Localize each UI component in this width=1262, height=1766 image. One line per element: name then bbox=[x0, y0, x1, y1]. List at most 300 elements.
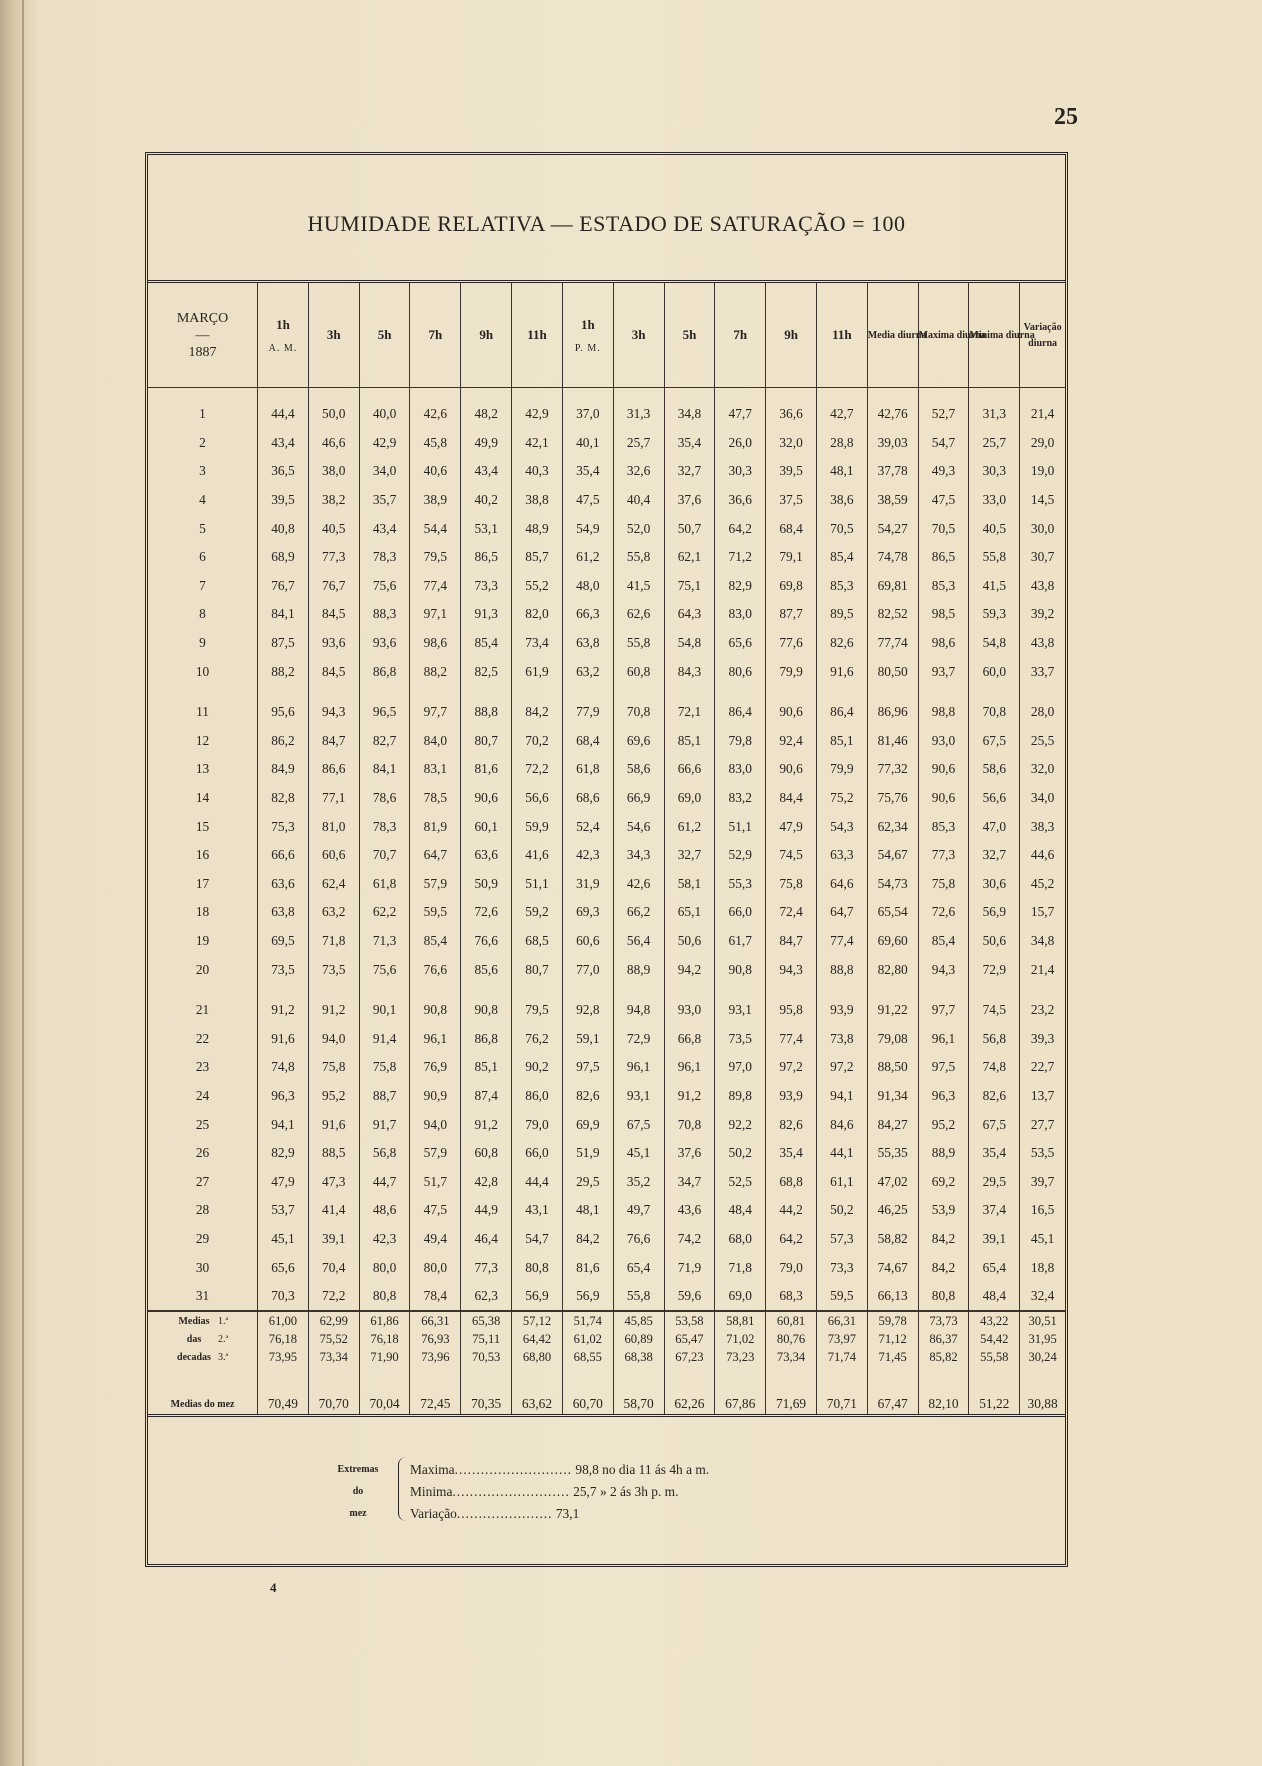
table-cell: 67,5 bbox=[969, 1110, 1020, 1139]
table-row bbox=[148, 755, 1065, 784]
table-cell: 97,0 bbox=[715, 1053, 766, 1082]
table-cell: 48,1 bbox=[562, 1196, 613, 1225]
table-cell: 57,3 bbox=[816, 1225, 867, 1254]
table-cell: 63,2 bbox=[308, 898, 359, 927]
table-cell: 85,7 bbox=[512, 543, 563, 572]
table-cell: 27 bbox=[195, 1173, 210, 1189]
table-cell: 97,7 bbox=[410, 698, 461, 727]
table-cell: 31 bbox=[195, 1288, 210, 1304]
table-cell: 51,1 bbox=[715, 812, 766, 841]
hour-header bbox=[613, 283, 664, 388]
table-cell: 40,0 bbox=[359, 400, 410, 429]
table-cell: 60,8 bbox=[461, 1139, 512, 1168]
table-cell: 63,62 bbox=[512, 1394, 563, 1416]
decade-mean-row bbox=[148, 1348, 1065, 1366]
stat-label: Media diurna bbox=[867, 330, 927, 341]
table-cell: 95,6 bbox=[258, 698, 309, 727]
table-cell: 58,1 bbox=[664, 870, 715, 899]
table-cell: 42,7 bbox=[816, 400, 867, 429]
table-cell: 74,67 bbox=[867, 1253, 918, 1282]
table-cell: 91,2 bbox=[664, 1082, 715, 1111]
table-cell: 98,5 bbox=[918, 600, 969, 629]
table-cell: 73,5 bbox=[258, 955, 309, 984]
table-cell: 69,3 bbox=[562, 898, 613, 927]
table-cell: 80,7 bbox=[512, 955, 563, 984]
table-cell: 69,9 bbox=[562, 1110, 613, 1139]
table-cell: 76,6 bbox=[410, 955, 461, 984]
table-cell: 47,5 bbox=[410, 1196, 461, 1225]
table-cell: 94,0 bbox=[308, 1024, 359, 1053]
table-cell: 70,2 bbox=[512, 727, 563, 756]
table-row bbox=[148, 572, 1065, 601]
table-cell: 50,9 bbox=[461, 870, 512, 899]
table-cell: 30,6 bbox=[969, 870, 1020, 899]
table-cell: 72,6 bbox=[461, 898, 512, 927]
table-cell: 44,7 bbox=[359, 1167, 410, 1196]
table-cell: 51,22 bbox=[969, 1394, 1020, 1416]
table-cell: 57,12 bbox=[512, 1311, 563, 1330]
table-cell: 64,3 bbox=[664, 600, 715, 629]
table-cell: 35,4 bbox=[766, 1139, 817, 1168]
table-cell: 71,02 bbox=[715, 1330, 766, 1348]
table-cell: 66,31 bbox=[410, 1311, 461, 1330]
table-cell: 54,73 bbox=[867, 870, 918, 899]
empty-cell bbox=[512, 388, 563, 401]
table-cell: 82,6 bbox=[562, 1082, 613, 1111]
am-label: A. M. bbox=[268, 342, 298, 354]
table-cell: 80,6 bbox=[715, 657, 766, 686]
table-cell: 44,9 bbox=[461, 1196, 512, 1225]
table-cell: 74,5 bbox=[969, 996, 1020, 1025]
table-cell: 70,7 bbox=[359, 841, 410, 870]
table-cell: 59,5 bbox=[816, 1282, 867, 1312]
table-cell: 84,2 bbox=[512, 698, 563, 727]
table-cell: 81,0 bbox=[308, 812, 359, 841]
table-cell: 95,2 bbox=[308, 1082, 359, 1111]
empty-cell bbox=[258, 1366, 309, 1394]
table-cell: 56,8 bbox=[359, 1139, 410, 1168]
table-cell: 72,2 bbox=[512, 755, 563, 784]
table-row bbox=[148, 657, 1065, 686]
table-cell: 71,2 bbox=[715, 543, 766, 572]
table-cell: 79,9 bbox=[816, 755, 867, 784]
table-cell: 9 bbox=[199, 635, 206, 651]
table-cell: 31,9 bbox=[562, 870, 613, 899]
table-cell: 38,9 bbox=[410, 486, 461, 515]
table-cell: 91,6 bbox=[258, 1024, 309, 1053]
empty-cell bbox=[715, 686, 766, 698]
empty-cell bbox=[148, 388, 258, 401]
table-cell: 74,78 bbox=[867, 543, 918, 572]
table-cell: 57,9 bbox=[410, 1139, 461, 1168]
table-cell: 80,8 bbox=[359, 1282, 410, 1312]
table-cell: 22,7 bbox=[1020, 1053, 1065, 1082]
empty-cell bbox=[1020, 1366, 1065, 1394]
table-cell: 67,47 bbox=[867, 1394, 918, 1416]
table-cell: 68,0 bbox=[715, 1225, 766, 1254]
table-cell: 79,5 bbox=[512, 996, 563, 1025]
table-cell: 88,8 bbox=[816, 955, 867, 984]
empty-cell bbox=[148, 1366, 258, 1394]
table-cell: 56,9 bbox=[512, 1282, 563, 1312]
table-cell: 66,13 bbox=[867, 1282, 918, 1312]
table-cell: 65,4 bbox=[613, 1253, 664, 1282]
table-cell: 72,6 bbox=[918, 898, 969, 927]
table-cell: 79,0 bbox=[512, 1110, 563, 1139]
table-cell: 65,4 bbox=[969, 1253, 1020, 1282]
table-cell: 2 bbox=[199, 434, 206, 450]
hour-header bbox=[664, 283, 715, 388]
table-cell: 84,5 bbox=[308, 657, 359, 686]
table-cell: 62,99 bbox=[308, 1311, 359, 1330]
table-cell: 59,2 bbox=[512, 898, 563, 927]
extremes-lines bbox=[410, 1459, 709, 1525]
decade-ordinal: 3.ª bbox=[218, 1351, 229, 1363]
table-cell: 79,9 bbox=[766, 657, 817, 686]
table-cell: 53,5 bbox=[1020, 1139, 1065, 1168]
month-mean-row bbox=[148, 1394, 1065, 1416]
table-cell: 73,95 bbox=[258, 1348, 309, 1366]
table-cell: 43,22 bbox=[969, 1311, 1020, 1330]
empty-cell bbox=[461, 686, 512, 698]
table-cell: 77,0 bbox=[562, 955, 613, 984]
table-row bbox=[148, 955, 1065, 984]
table-cell: 86,0 bbox=[512, 1082, 563, 1111]
table-cell: 51,7 bbox=[410, 1167, 461, 1196]
table-cell: 71,8 bbox=[308, 927, 359, 956]
table-cell: 30 bbox=[195, 1259, 210, 1275]
table-cell: 55,35 bbox=[867, 1139, 918, 1168]
table-cell: 75,52 bbox=[308, 1330, 359, 1348]
table-cell: 65,6 bbox=[258, 1253, 309, 1282]
table-cell: 25,5 bbox=[1020, 727, 1065, 756]
empty-cell bbox=[766, 388, 817, 401]
table-cell: 70,8 bbox=[969, 698, 1020, 727]
table-cell: 86,2 bbox=[258, 727, 309, 756]
table-cell: 44,6 bbox=[1020, 841, 1065, 870]
table-cell: 97,1 bbox=[410, 600, 461, 629]
table-cell: 42,6 bbox=[613, 870, 664, 899]
table-cell: 38,3 bbox=[1020, 812, 1065, 841]
table-cell: 84,1 bbox=[258, 600, 309, 629]
table-cell: 75,6 bbox=[359, 572, 410, 601]
table-cell: 39,5 bbox=[766, 457, 817, 486]
empty-cell bbox=[766, 984, 817, 996]
table-cell: 17 bbox=[195, 875, 210, 891]
table-cell: 84,9 bbox=[258, 755, 309, 784]
table-cell: 46,6 bbox=[308, 429, 359, 458]
table-cell: 71,74 bbox=[816, 1348, 867, 1366]
table-cell: 77,4 bbox=[766, 1024, 817, 1053]
table-cell: 30,51 bbox=[1020, 1311, 1065, 1330]
table-cell: 49,9 bbox=[461, 429, 512, 458]
table-cell: 68,6 bbox=[562, 784, 613, 813]
table-cell: 79,8 bbox=[715, 727, 766, 756]
empty-cell bbox=[461, 984, 512, 996]
table-cell: 51,74 bbox=[562, 1311, 613, 1330]
table-cell: 55,8 bbox=[613, 629, 664, 658]
hour-header bbox=[562, 283, 613, 388]
table-row bbox=[148, 1167, 1065, 1196]
table-cell: 26 bbox=[195, 1145, 210, 1161]
table-cell: 86,4 bbox=[715, 698, 766, 727]
table-row bbox=[148, 698, 1065, 727]
table-cell: 50,6 bbox=[969, 927, 1020, 956]
table-cell: 54,27 bbox=[867, 514, 918, 543]
table-cell: 18 bbox=[195, 904, 210, 920]
signature-mark: 4 bbox=[270, 1580, 277, 1595]
table-cell: 61,2 bbox=[664, 812, 715, 841]
table-row bbox=[148, 1024, 1065, 1053]
table-cell: 63,8 bbox=[258, 898, 309, 927]
table-cell: 49,3 bbox=[918, 457, 969, 486]
table-cell: 85,1 bbox=[664, 727, 715, 756]
table-cell: 76,6 bbox=[613, 1225, 664, 1254]
table-cell: 82,0 bbox=[512, 600, 563, 629]
month-label: MARÇO bbox=[176, 310, 229, 326]
empty-cell bbox=[918, 984, 969, 996]
table-cell: 42,8 bbox=[461, 1167, 512, 1196]
table-cell: 70,70 bbox=[308, 1394, 359, 1416]
table-cell: 85,1 bbox=[816, 727, 867, 756]
table-row bbox=[148, 927, 1065, 956]
table-cell: 84,2 bbox=[918, 1225, 969, 1254]
table-cell: 90,6 bbox=[766, 755, 817, 784]
empty-cell bbox=[359, 388, 410, 401]
table-cell: 94,8 bbox=[613, 996, 664, 1025]
table-cell: 43,8 bbox=[1020, 572, 1065, 601]
table-cell: 82,8 bbox=[258, 784, 309, 813]
table-cell: 76,18 bbox=[359, 1330, 410, 1348]
table-row bbox=[148, 629, 1065, 658]
table-cell: 85,6 bbox=[461, 955, 512, 984]
table-cell: 58,81 bbox=[715, 1311, 766, 1330]
table-cell: 89,8 bbox=[715, 1082, 766, 1111]
empty-cell bbox=[664, 1366, 715, 1394]
table-cell: 92,4 bbox=[766, 727, 817, 756]
table-cell: 40,8 bbox=[258, 514, 309, 543]
table-cell: 74,8 bbox=[969, 1053, 1020, 1082]
table-cell: 68,9 bbox=[258, 543, 309, 572]
empty-cell bbox=[512, 1366, 563, 1394]
table-cell: 53,1 bbox=[461, 514, 512, 543]
table-cell: 73,8 bbox=[816, 1024, 867, 1053]
table-row bbox=[148, 514, 1065, 543]
table-cell: 70,49 bbox=[258, 1394, 309, 1416]
empty-cell bbox=[715, 388, 766, 401]
table-cell: 96,3 bbox=[918, 1082, 969, 1111]
table-cell: 30,3 bbox=[969, 457, 1020, 486]
decade-label-word: das bbox=[186, 1333, 202, 1345]
extreme-minima bbox=[410, 1481, 709, 1503]
brace bbox=[398, 1457, 407, 1521]
spacer-row bbox=[148, 984, 1065, 996]
table-cell: 37,6 bbox=[664, 486, 715, 515]
table-cell: 77,1 bbox=[308, 784, 359, 813]
table-cell: 52,9 bbox=[715, 841, 766, 870]
hour-label: 11h bbox=[832, 327, 852, 342]
table-cell: 22 bbox=[195, 1030, 210, 1046]
table-cell: 66,3 bbox=[562, 600, 613, 629]
table-cell: 91,3 bbox=[461, 600, 512, 629]
table-cell: 63,6 bbox=[461, 841, 512, 870]
table-cell: 20 bbox=[195, 961, 210, 977]
table-cell: 29,0 bbox=[1020, 429, 1065, 458]
table-cell: 55,8 bbox=[613, 543, 664, 572]
table-cell: 93,0 bbox=[664, 996, 715, 1025]
table-cell: 48,1 bbox=[816, 457, 867, 486]
hour-header bbox=[258, 283, 309, 388]
table-cell: 92,8 bbox=[562, 996, 613, 1025]
table-cell: 25 bbox=[195, 1116, 210, 1132]
table-cell: 65,38 bbox=[461, 1311, 512, 1330]
table-cell: 34,7 bbox=[664, 1167, 715, 1196]
table-cell: 96,1 bbox=[613, 1053, 664, 1082]
table-row bbox=[148, 1082, 1065, 1111]
table-cell: 84,3 bbox=[664, 657, 715, 686]
table-cell: 75,3 bbox=[258, 812, 309, 841]
table-cell: 88,8 bbox=[461, 698, 512, 727]
table-cell: 5 bbox=[199, 520, 206, 536]
table-cell: 88,2 bbox=[410, 657, 461, 686]
table-cell: 25,7 bbox=[613, 429, 664, 458]
table-cell: 95,2 bbox=[918, 1110, 969, 1139]
hour-header bbox=[512, 283, 563, 388]
empty-cell bbox=[512, 686, 563, 698]
table-cell: 31,3 bbox=[613, 400, 664, 429]
table-cell: 91,2 bbox=[461, 1110, 512, 1139]
table-cell: 84,27 bbox=[867, 1110, 918, 1139]
table-row bbox=[148, 727, 1065, 756]
table-cell: 54,9 bbox=[562, 514, 613, 543]
empty-cell bbox=[148, 686, 258, 698]
empty-cell bbox=[918, 388, 969, 401]
table-cell: 71,9 bbox=[664, 1253, 715, 1282]
table-cell: 64,6 bbox=[816, 870, 867, 899]
empty-cell bbox=[512, 984, 563, 996]
table-cell: 34,0 bbox=[1020, 784, 1065, 813]
table-cell: 95,8 bbox=[766, 996, 817, 1025]
table-cell: 91,6 bbox=[308, 1110, 359, 1139]
table-cell: 88,7 bbox=[359, 1082, 410, 1111]
table-cell: 90,6 bbox=[918, 755, 969, 784]
table-cell: 63,8 bbox=[562, 629, 613, 658]
decade-mean-row bbox=[148, 1330, 1065, 1348]
table-cell: 40,2 bbox=[461, 486, 512, 515]
table-cell: 62,3 bbox=[461, 1282, 512, 1312]
binding-edge bbox=[22, 0, 24, 1766]
table-cell: 53,58 bbox=[664, 1311, 715, 1330]
hour-label: 1h bbox=[580, 316, 595, 332]
table-cell: 83,0 bbox=[715, 600, 766, 629]
table-cell: 60,8 bbox=[613, 657, 664, 686]
table-cell: 15,7 bbox=[1020, 898, 1065, 927]
extremes-label bbox=[318, 1459, 398, 1525]
table-cell: 86,8 bbox=[359, 657, 410, 686]
decade-label bbox=[148, 1348, 258, 1366]
table-cell: 43,4 bbox=[359, 514, 410, 543]
table-cell: 86,8 bbox=[461, 1024, 512, 1053]
table-cell: 59,5 bbox=[410, 898, 461, 927]
hour-header bbox=[410, 283, 461, 388]
table-cell: 59,9 bbox=[512, 812, 563, 841]
table-cell: 54,42 bbox=[969, 1330, 1020, 1348]
table-cell: 76,7 bbox=[258, 572, 309, 601]
table-cell: 29,5 bbox=[562, 1167, 613, 1196]
table-cell: 82,5 bbox=[461, 657, 512, 686]
table-cell: 90,8 bbox=[715, 955, 766, 984]
table-cell: 86,4 bbox=[816, 698, 867, 727]
table-cell: 82,7 bbox=[359, 727, 410, 756]
extreme-value: 73,1 bbox=[555, 1506, 580, 1521]
table-cell: 82,10 bbox=[918, 1394, 969, 1416]
table-cell: 85,3 bbox=[816, 572, 867, 601]
table-cell: 91,7 bbox=[359, 1110, 410, 1139]
pm-label: P. M. bbox=[574, 342, 601, 354]
decade-mean-row bbox=[148, 1311, 1065, 1330]
table-cell: 77,32 bbox=[867, 755, 918, 784]
table-cell: 75,11 bbox=[461, 1330, 512, 1348]
table-cell: 52,0 bbox=[613, 514, 664, 543]
table-cell: 71,90 bbox=[359, 1348, 410, 1366]
table-cell: 43,4 bbox=[258, 429, 309, 458]
table-cell: 53,7 bbox=[258, 1196, 309, 1225]
table-cell: 66,9 bbox=[613, 784, 664, 813]
decade-label-word: Medias bbox=[178, 1315, 210, 1327]
table-row bbox=[148, 1053, 1065, 1082]
empty-cell bbox=[410, 686, 461, 698]
hour-label: 3h bbox=[326, 327, 341, 342]
empty-cell bbox=[258, 984, 309, 996]
extremes-label-line: do bbox=[352, 1486, 364, 1497]
table-cell: 71,3 bbox=[359, 927, 410, 956]
table-cell: 48,4 bbox=[715, 1196, 766, 1225]
table-cell: 42,3 bbox=[359, 1225, 410, 1254]
table-cell: 83,2 bbox=[715, 784, 766, 813]
table-cell: 48,6 bbox=[359, 1196, 410, 1225]
extreme-variacao bbox=[410, 1503, 709, 1525]
table-cell: 85,1 bbox=[461, 1053, 512, 1082]
table-cell: 43,1 bbox=[512, 1196, 563, 1225]
table-cell: 54,7 bbox=[512, 1225, 563, 1254]
table-cell: 14,5 bbox=[1020, 486, 1065, 515]
empty-cell bbox=[1020, 686, 1065, 698]
table-cell: 69,0 bbox=[715, 1282, 766, 1312]
table-cell: 91,2 bbox=[308, 996, 359, 1025]
table-cell: 80,76 bbox=[766, 1330, 817, 1348]
table-cell: 23,2 bbox=[1020, 996, 1065, 1025]
table-cell: 84,2 bbox=[918, 1253, 969, 1282]
table-cell: 77,9 bbox=[562, 698, 613, 727]
table-cell: 93,6 bbox=[359, 629, 410, 658]
hour-label: 3h bbox=[631, 327, 646, 342]
table-cell: 53,9 bbox=[918, 1196, 969, 1225]
empty-cell bbox=[816, 984, 867, 996]
table-cell: 47,0 bbox=[969, 812, 1020, 841]
table-cell: 90,2 bbox=[512, 1053, 563, 1082]
table-cell: 36,6 bbox=[715, 486, 766, 515]
table-cell: 90,6 bbox=[918, 784, 969, 813]
table-cell: 70,5 bbox=[816, 514, 867, 543]
table-cell: 85,4 bbox=[918, 927, 969, 956]
empty-cell bbox=[613, 984, 664, 996]
empty-cell bbox=[562, 984, 613, 996]
table-cell: 93,0 bbox=[918, 727, 969, 756]
table-cell: 23 bbox=[195, 1059, 210, 1075]
extremes-label-line: mez bbox=[349, 1508, 367, 1519]
table-cell: 96,5 bbox=[359, 698, 410, 727]
table-cell: 78,5 bbox=[410, 784, 461, 813]
